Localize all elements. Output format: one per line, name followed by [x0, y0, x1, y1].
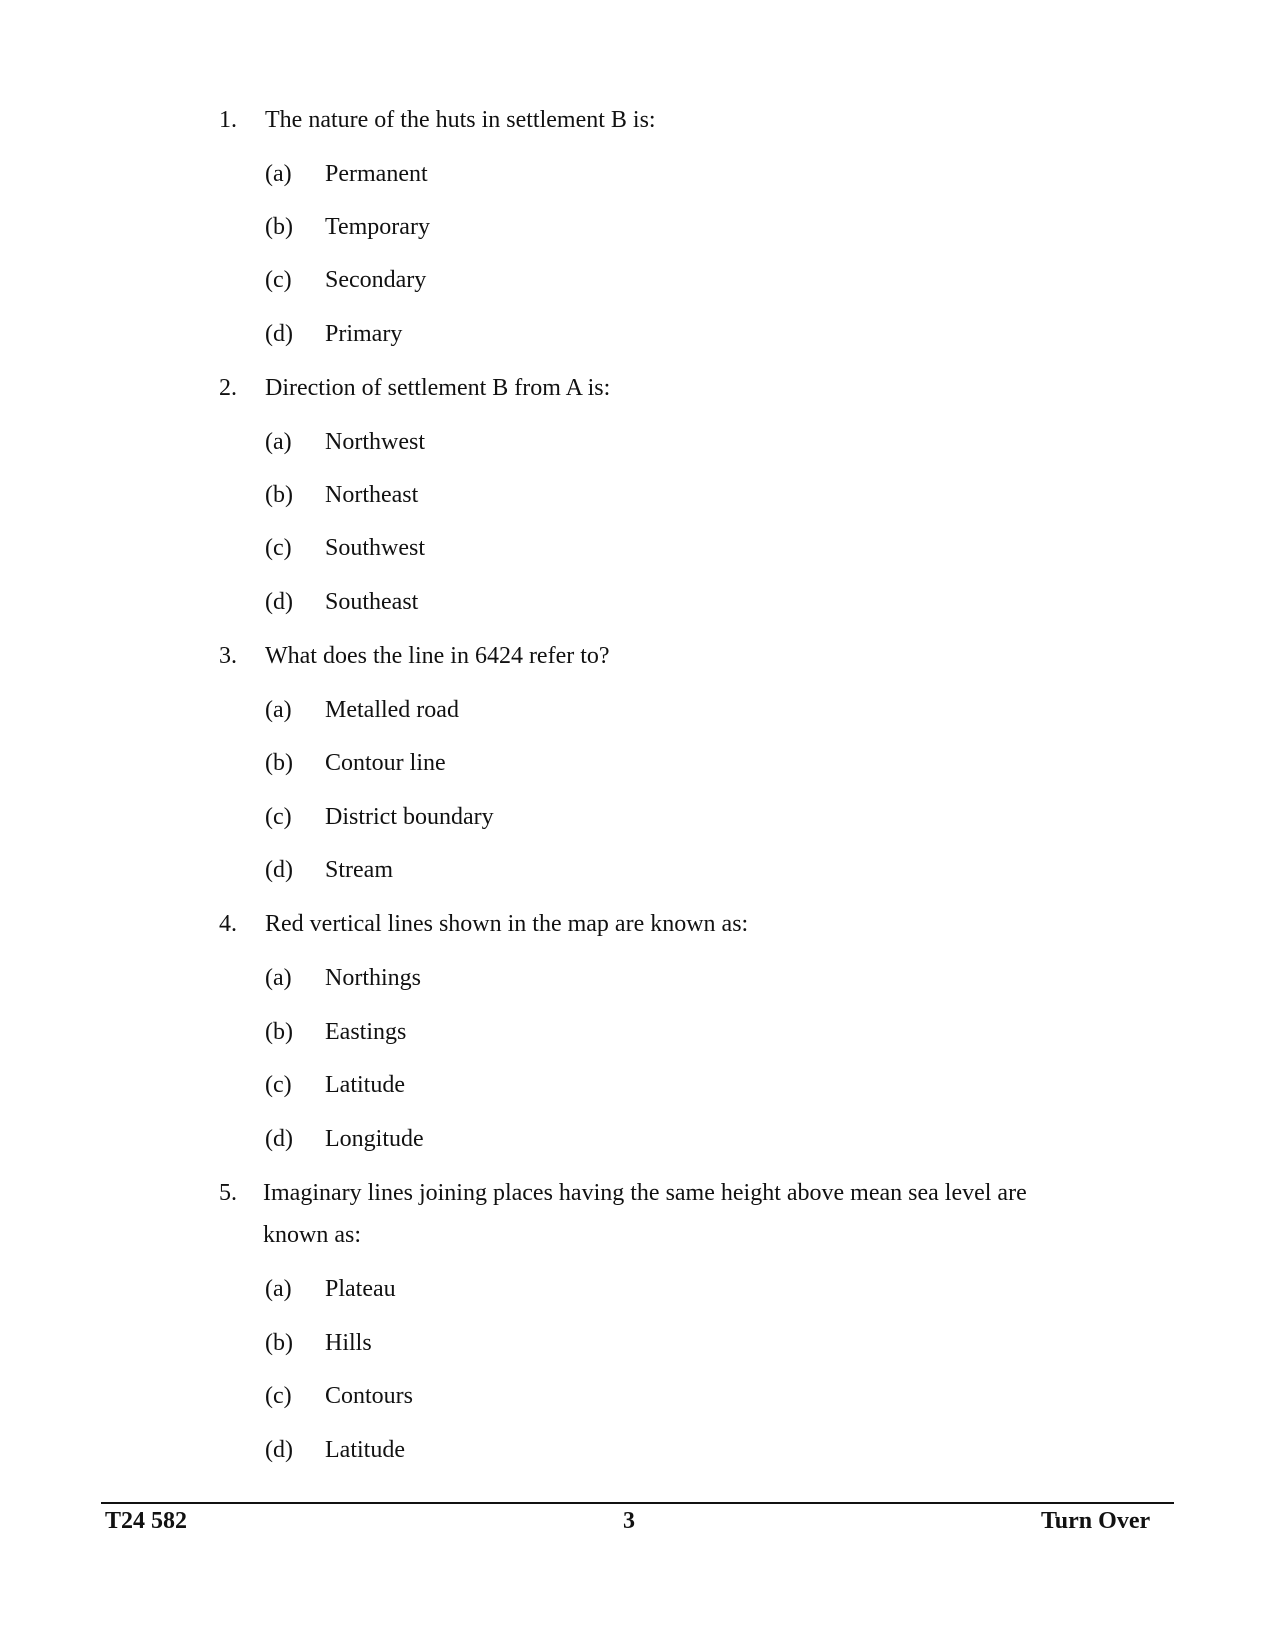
option-label: Northeast	[325, 482, 419, 508]
option-letter: (c)	[265, 804, 292, 830]
option-letter: (a)	[265, 697, 292, 723]
option-label: Northings	[325, 965, 421, 991]
turn-over-label: Turn Over	[1041, 1508, 1151, 1534]
option-letter: (a)	[265, 429, 292, 455]
question-text: Red vertical lines shown in the map are known as:	[265, 911, 749, 937]
option-letter: (d)	[265, 1126, 293, 1152]
option-label: Hills	[325, 1330, 372, 1356]
option-letter: (b)	[265, 750, 293, 776]
option-letter: (d)	[265, 857, 293, 883]
option-label: Temporary	[325, 214, 430, 240]
option-label: Southeast	[325, 589, 419, 615]
question-text: Direction of settlement B from A is:	[265, 375, 611, 401]
option-label: Northwest	[325, 429, 425, 455]
question-number: 1.	[219, 107, 237, 133]
option-letter: (d)	[265, 589, 293, 615]
question-text: The nature of the huts in settlement B is:	[265, 107, 656, 133]
option-letter: (d)	[265, 321, 293, 347]
option-letter: (c)	[265, 1072, 292, 1098]
option-letter: (a)	[265, 965, 292, 991]
footer-divider	[101, 1502, 1174, 1504]
option-label: Permanent	[325, 161, 428, 187]
option-letter: (b)	[265, 482, 293, 508]
option-letter: (b)	[265, 1019, 293, 1045]
question-number: 4.	[219, 911, 237, 937]
option-letter: (a)	[265, 161, 292, 187]
page-number: 3	[623, 1508, 635, 1534]
option-label: Eastings	[325, 1019, 407, 1045]
option-letter: (a)	[265, 1276, 292, 1302]
option-label: Primary	[325, 321, 403, 347]
question-text: Imaginary lines joining places having the same height above mean sea level are known as:	[263, 1180, 1027, 1248]
question-text: What does the line in 6424 refer to?	[265, 643, 610, 669]
question-number: 2.	[219, 375, 237, 401]
option-letter: (b)	[265, 214, 293, 240]
question-number: 3.	[219, 643, 237, 669]
option-label: Longitude	[325, 1126, 424, 1152]
option-letter: (c)	[265, 1383, 292, 1409]
option-label: Contours	[325, 1383, 414, 1409]
option-label: Metalled road	[325, 697, 459, 723]
footer-code: T24 582	[105, 1508, 188, 1534]
question-number: 5.	[219, 1180, 237, 1206]
option-letter: (b)	[265, 1330, 293, 1356]
option-label: Stream	[325, 857, 393, 883]
option-label: Southwest	[325, 535, 426, 561]
option-letter: (c)	[265, 267, 292, 293]
option-letter: (c)	[265, 535, 292, 561]
option-label: Plateau	[325, 1276, 396, 1302]
option-label: Latitude	[325, 1437, 405, 1463]
option-letter: (d)	[265, 1437, 293, 1463]
option-label: Secondary	[325, 267, 427, 293]
option-label: District boundary	[325, 804, 494, 830]
option-label: Latitude	[325, 1072, 405, 1098]
option-label: Contour line	[325, 750, 446, 776]
